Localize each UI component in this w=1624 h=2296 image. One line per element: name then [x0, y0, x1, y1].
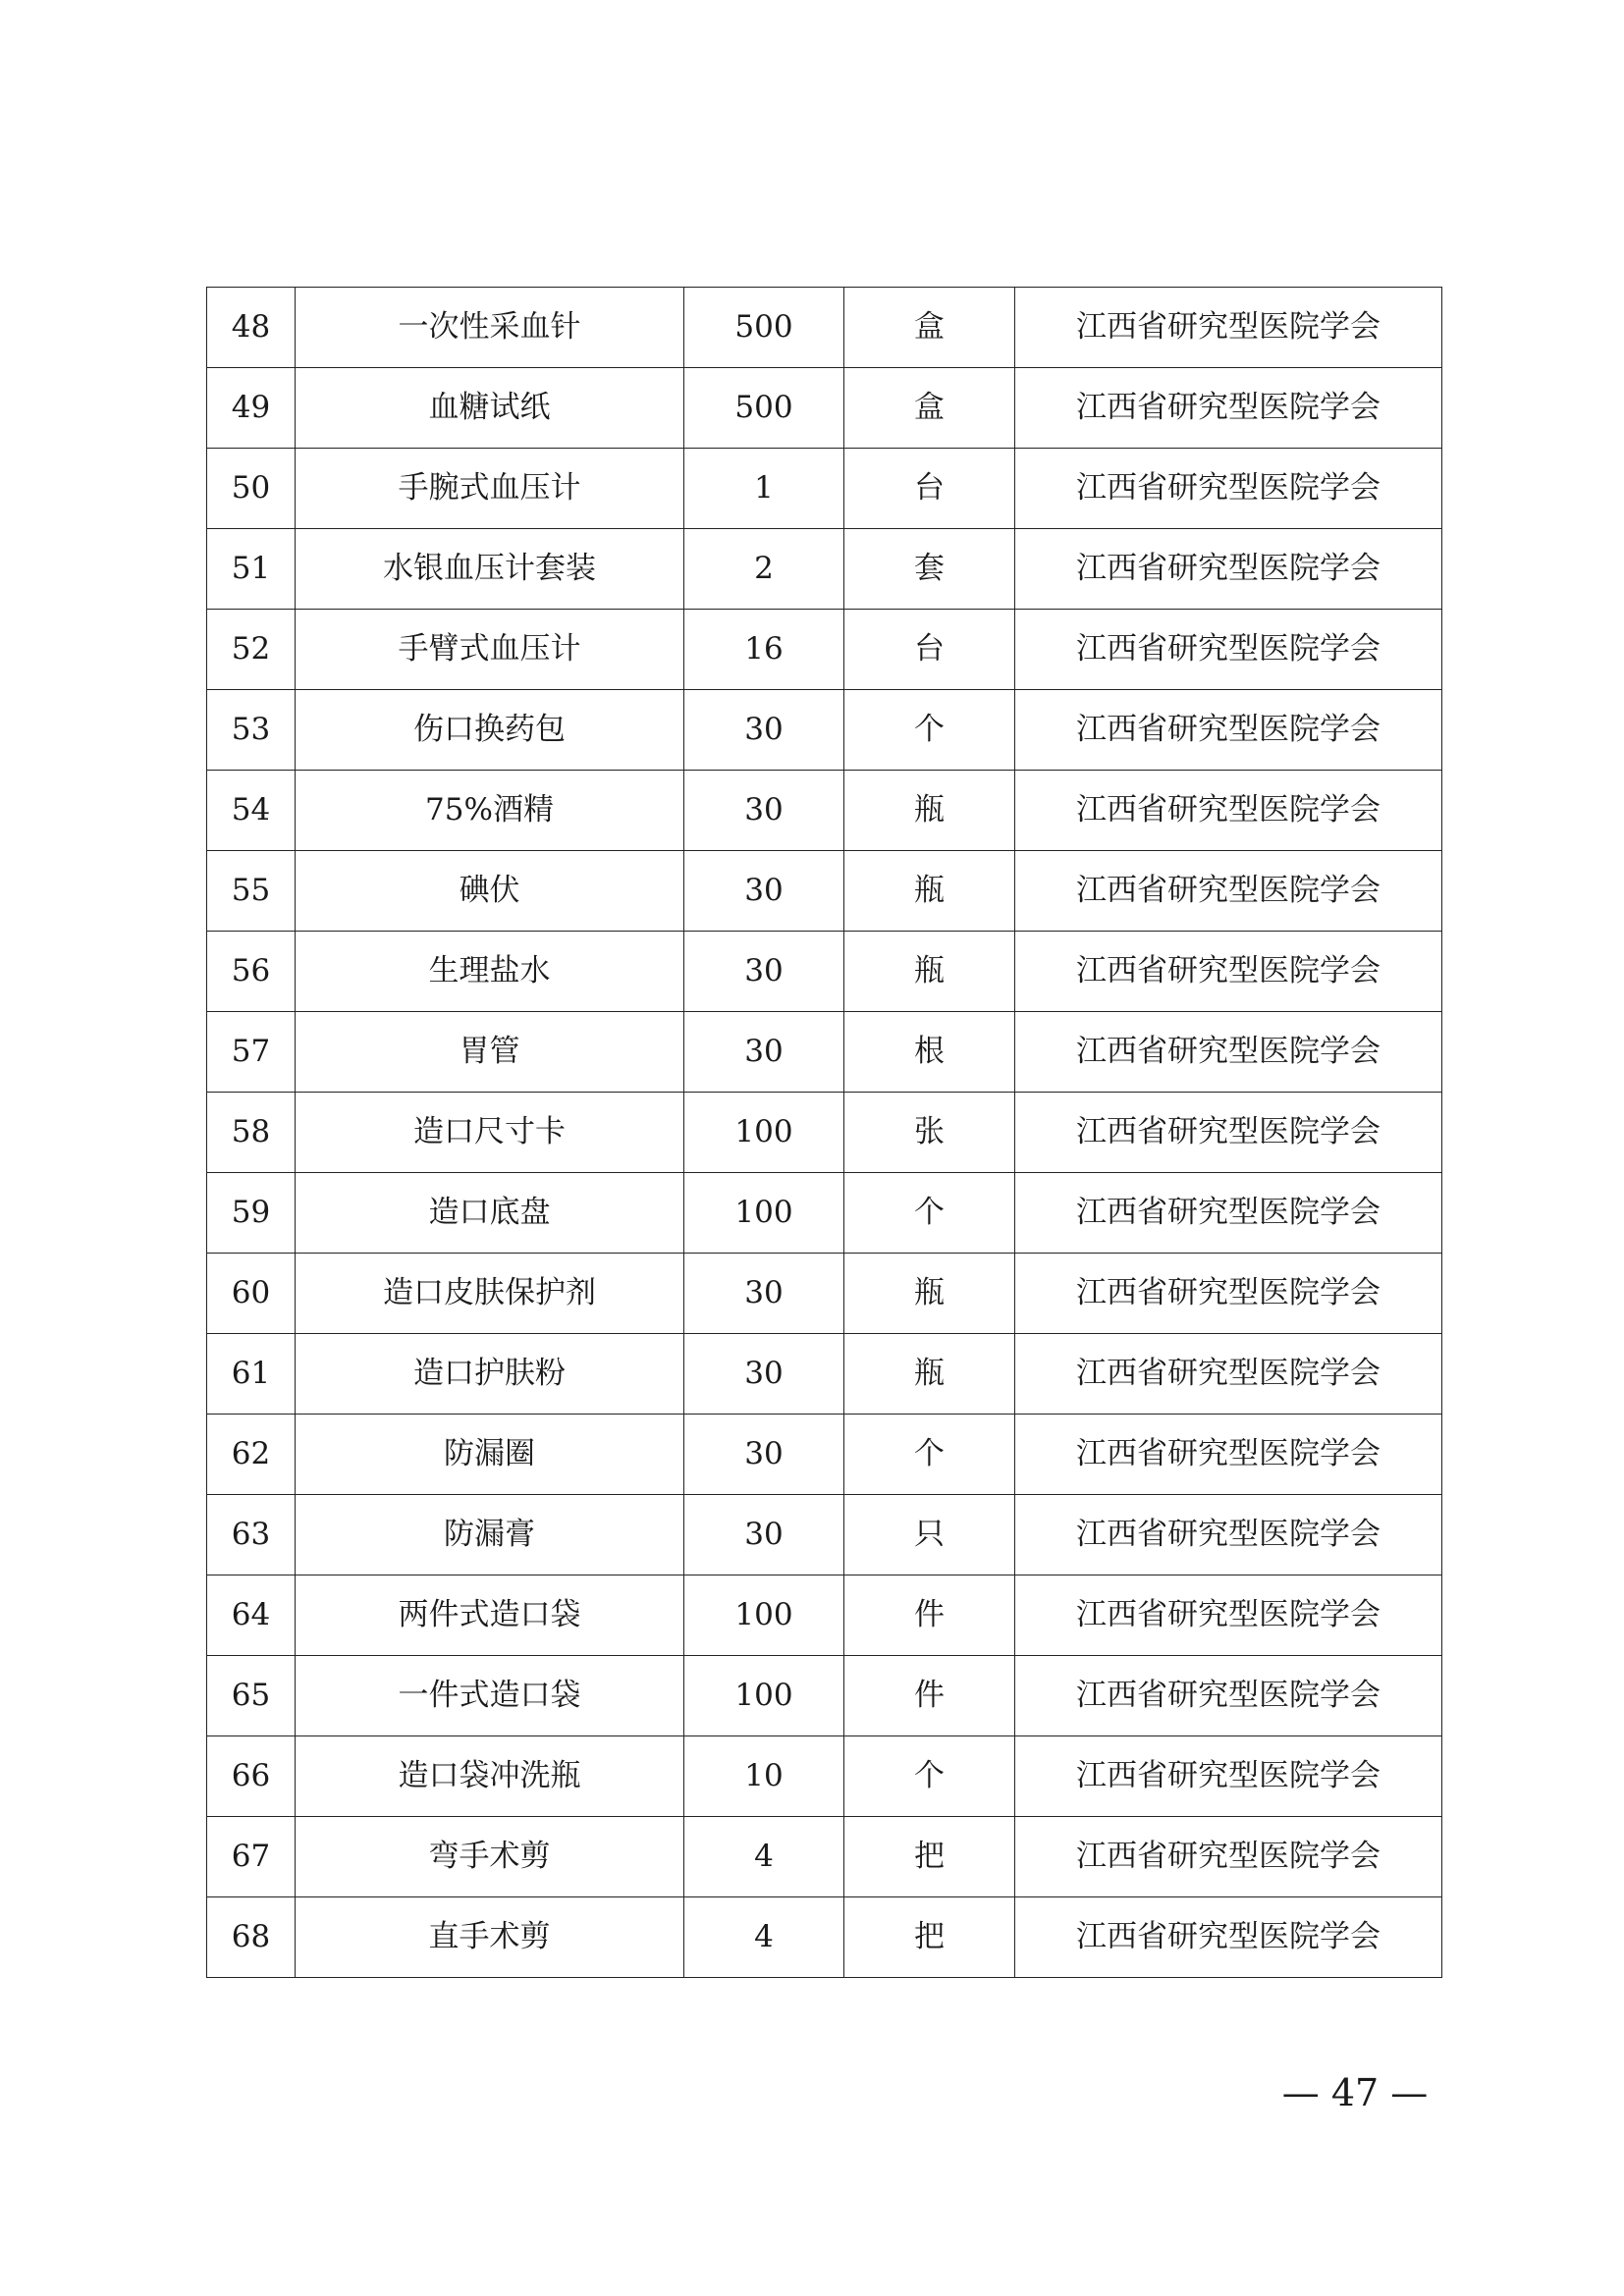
unit-cell: 个 — [844, 1173, 1015, 1254]
quantity-cell: 500 — [684, 368, 844, 449]
row-number-cell: 66 — [207, 1736, 296, 1817]
table-row — [207, 1415, 1442, 1495]
organization-cell: 江西省研究型医院学会 — [1015, 1093, 1442, 1173]
item-name-cell: 手腕式血压计 — [296, 449, 684, 529]
item-name-cell: 造口底盘 — [296, 1173, 684, 1254]
item-name-cell: 生理盐水 — [296, 932, 684, 1012]
quantity-cell: 1 — [684, 449, 844, 529]
organization-cell: 江西省研究型医院学会 — [1015, 851, 1442, 932]
unit-cell: 瓶 — [844, 1254, 1015, 1334]
table-row — [207, 1736, 1442, 1817]
unit-cell: 套 — [844, 529, 1015, 610]
table-row — [207, 1254, 1442, 1334]
item-name-cell: 两件式造口袋 — [296, 1575, 684, 1656]
unit-cell: 瓶 — [844, 771, 1015, 851]
quantity-cell: 30 — [684, 851, 844, 932]
quantity-cell: 30 — [684, 932, 844, 1012]
organization-cell: 江西省研究型医院学会 — [1015, 1495, 1442, 1575]
row-number-cell: 60 — [207, 1254, 296, 1334]
organization-cell: 江西省研究型医院学会 — [1015, 1897, 1442, 1978]
table-row — [207, 610, 1442, 690]
item-name-cell: 碘伏 — [296, 851, 684, 932]
item-name-cell: 防漏圈 — [296, 1415, 684, 1495]
unit-cell: 台 — [844, 449, 1015, 529]
row-number-cell: 61 — [207, 1334, 296, 1415]
table-row — [207, 368, 1442, 449]
quantity-cell: 100 — [684, 1656, 844, 1736]
row-number-cell: 56 — [207, 932, 296, 1012]
unit-cell: 瓶 — [844, 851, 1015, 932]
page-number: — 47 — — [1281, 2071, 1429, 2114]
organization-cell: 江西省研究型医院学会 — [1015, 1575, 1442, 1656]
item-name-cell: 造口皮肤保护剂 — [296, 1254, 684, 1334]
item-name-cell: 造口袋冲洗瓶 — [296, 1736, 684, 1817]
unit-cell: 把 — [844, 1817, 1015, 1897]
quantity-cell: 16 — [684, 610, 844, 690]
item-name-cell: 胃管 — [296, 1012, 684, 1093]
quantity-cell: 30 — [684, 1012, 844, 1093]
table-row — [207, 1656, 1442, 1736]
unit-cell: 个 — [844, 1415, 1015, 1495]
unit-cell: 瓶 — [844, 1334, 1015, 1415]
table-row — [207, 1012, 1442, 1093]
item-name-cell: 血糖试纸 — [296, 368, 684, 449]
table-row — [207, 1817, 1442, 1897]
item-name-cell: 造口尺寸卡 — [296, 1093, 684, 1173]
unit-cell: 件 — [844, 1656, 1015, 1736]
row-number-cell: 55 — [207, 851, 296, 932]
quantity-cell: 4 — [684, 1817, 844, 1897]
unit-cell: 件 — [844, 1575, 1015, 1656]
table-row — [207, 1093, 1442, 1173]
quantity-cell: 10 — [684, 1736, 844, 1817]
unit-cell: 盒 — [844, 368, 1015, 449]
row-number-cell: 63 — [207, 1495, 296, 1575]
table-row — [207, 1334, 1442, 1415]
organization-cell: 江西省研究型医院学会 — [1015, 1173, 1442, 1254]
quantity-cell: 100 — [684, 1575, 844, 1656]
row-number-cell: 50 — [207, 449, 296, 529]
item-name-cell: 直手术剪 — [296, 1897, 684, 1978]
table-row — [207, 288, 1442, 368]
table-row — [207, 529, 1442, 610]
table-row — [207, 851, 1442, 932]
table-row — [207, 771, 1442, 851]
table-row — [207, 1575, 1442, 1656]
row-number-cell: 49 — [207, 368, 296, 449]
quantity-cell: 2 — [684, 529, 844, 610]
quantity-cell: 30 — [684, 690, 844, 771]
row-number-cell: 48 — [207, 288, 296, 368]
quantity-cell: 500 — [684, 288, 844, 368]
table-row — [207, 449, 1442, 529]
quantity-cell: 100 — [684, 1173, 844, 1254]
unit-cell: 根 — [844, 1012, 1015, 1093]
item-name-cell: 伤口换药包 — [296, 690, 684, 771]
row-number-cell: 64 — [207, 1575, 296, 1656]
item-name-cell: 手臂式血压计 — [296, 610, 684, 690]
organization-cell: 江西省研究型医院学会 — [1015, 449, 1442, 529]
organization-cell: 江西省研究型医院学会 — [1015, 1334, 1442, 1415]
supplies-table — [206, 287, 1442, 1978]
quantity-cell: 30 — [684, 1495, 844, 1575]
organization-cell: 江西省研究型医院学会 — [1015, 610, 1442, 690]
unit-cell: 瓶 — [844, 932, 1015, 1012]
unit-cell: 只 — [844, 1495, 1015, 1575]
organization-cell: 江西省研究型医院学会 — [1015, 1415, 1442, 1495]
quantity-cell: 4 — [684, 1897, 844, 1978]
unit-cell: 台 — [844, 610, 1015, 690]
row-number-cell: 51 — [207, 529, 296, 610]
quantity-cell: 30 — [684, 1415, 844, 1495]
row-number-cell: 58 — [207, 1093, 296, 1173]
item-name-cell: 一件式造口袋 — [296, 1656, 684, 1736]
organization-cell: 江西省研究型医院学会 — [1015, 771, 1442, 851]
unit-cell: 个 — [844, 690, 1015, 771]
item-name-cell: 造口护肤粉 — [296, 1334, 684, 1415]
row-number-cell: 68 — [207, 1897, 296, 1978]
organization-cell: 江西省研究型医院学会 — [1015, 1012, 1442, 1093]
organization-cell: 江西省研究型医院学会 — [1015, 690, 1442, 771]
unit-cell: 张 — [844, 1093, 1015, 1173]
row-number-cell: 67 — [207, 1817, 296, 1897]
row-number-cell: 57 — [207, 1012, 296, 1093]
item-name-cell: 水银血压计套装 — [296, 529, 684, 610]
quantity-cell: 30 — [684, 1254, 844, 1334]
organization-cell: 江西省研究型医院学会 — [1015, 288, 1442, 368]
quantity-cell: 30 — [684, 771, 844, 851]
row-number-cell: 62 — [207, 1415, 296, 1495]
supplies-table-body — [207, 288, 1442, 1978]
item-name-cell: 防漏膏 — [296, 1495, 684, 1575]
item-name-cell: 弯手术剪 — [296, 1817, 684, 1897]
table-row — [207, 932, 1442, 1012]
organization-cell: 江西省研究型医院学会 — [1015, 1254, 1442, 1334]
quantity-cell: 100 — [684, 1093, 844, 1173]
item-name-cell: 一次性采血针 — [296, 288, 684, 368]
unit-cell: 盒 — [844, 288, 1015, 368]
organization-cell: 江西省研究型医院学会 — [1015, 529, 1442, 610]
row-number-cell: 53 — [207, 690, 296, 771]
organization-cell: 江西省研究型医院学会 — [1015, 932, 1442, 1012]
organization-cell: 江西省研究型医院学会 — [1015, 1656, 1442, 1736]
row-number-cell: 59 — [207, 1173, 296, 1254]
organization-cell: 江西省研究型医院学会 — [1015, 1817, 1442, 1897]
table-row — [207, 1897, 1442, 1978]
organization-cell: 江西省研究型医院学会 — [1015, 368, 1442, 449]
organization-cell: 江西省研究型医院学会 — [1015, 1736, 1442, 1817]
unit-cell: 把 — [844, 1897, 1015, 1978]
item-name-cell: 75%酒精 — [296, 771, 684, 851]
row-number-cell: 54 — [207, 771, 296, 851]
row-number-cell: 65 — [207, 1656, 296, 1736]
table-row — [207, 690, 1442, 771]
table-row — [207, 1495, 1442, 1575]
row-number-cell: 52 — [207, 610, 296, 690]
unit-cell: 个 — [844, 1736, 1015, 1817]
quantity-cell: 30 — [684, 1334, 844, 1415]
table-row — [207, 1173, 1442, 1254]
